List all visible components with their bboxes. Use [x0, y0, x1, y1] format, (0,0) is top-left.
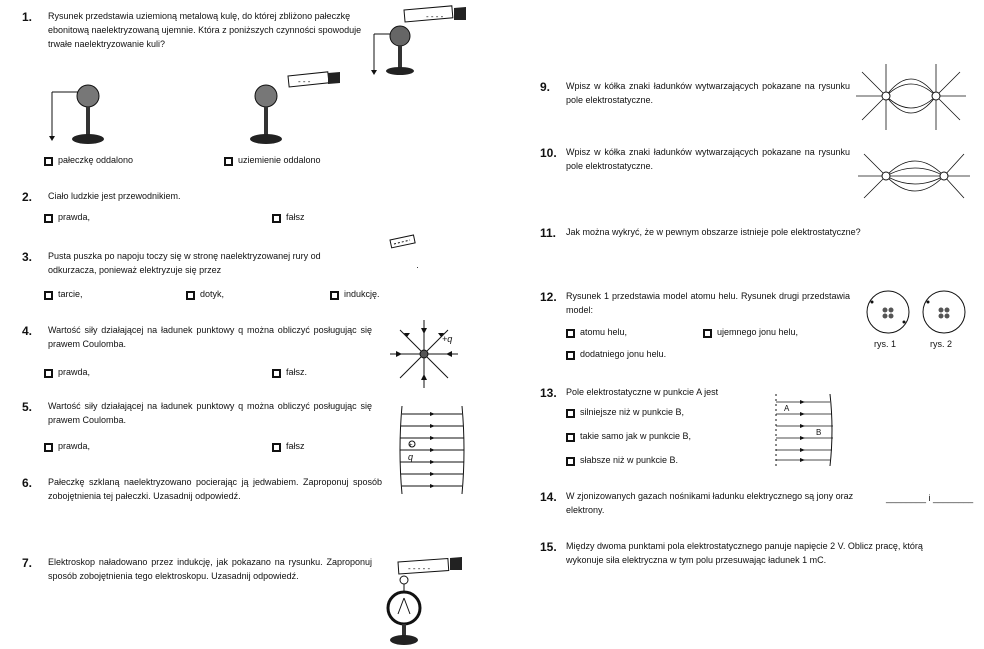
- question-number: 5.: [22, 400, 33, 414]
- q12-option-3[interactable]: [566, 348, 666, 362]
- question-number: 10.: [540, 146, 557, 160]
- option-label: prawda,: [58, 441, 91, 451]
- checkbox[interactable]: [44, 369, 53, 378]
- question-text: Rysunek 1 przedstawia model atomu helu. Rysunek drugi przedstawia model:: [566, 291, 850, 315]
- question-text: Wpisz w kółka znaki ładunków wytwarzających pokazane na rysunku pole elektrostatyczne.: [566, 81, 850, 105]
- question-text: Rysunek przedstawia uziemioną metalową kulę, do której zbliżono pałeczkę ebonitową naelektryzowaną ujemnie. Która z poniższych czynności spowoduje trwałe naelektryzowanie kuli?: [48, 11, 362, 49]
- question-9: [540, 80, 850, 108]
- question-11: [540, 226, 960, 240]
- q3-option-1[interactable]: [44, 288, 83, 302]
- question-text: Ciało ludzkie jest przewodnikiem.: [48, 191, 181, 201]
- checkbox[interactable]: [566, 351, 575, 360]
- question-text: Wartość siły działającej na ładunek punktowy q można obliczyć posługując się prawem Coulomba.: [48, 325, 372, 349]
- q12-option-1[interactable]: [566, 326, 627, 340]
- question-number: 6.: [22, 476, 33, 490]
- fig-charge-label: +q: [442, 334, 453, 344]
- question-number: 7.: [22, 556, 33, 570]
- helium-models-figure: [862, 290, 972, 340]
- question-number: 9.: [540, 80, 551, 94]
- question-14: [540, 490, 870, 518]
- fig-caption-1: rys. 1: [874, 339, 897, 349]
- two-charges-field-figure-9: [856, 62, 966, 132]
- q3-option-3[interactable]: [330, 288, 380, 302]
- question-5: [22, 400, 372, 428]
- question-number: 14.: [540, 490, 557, 504]
- q1-option-1[interactable]: [44, 154, 133, 168]
- question-number: 1.: [22, 10, 33, 24]
- option-label: fałsz.: [286, 367, 308, 377]
- option-label: uziemienie oddalono: [238, 155, 321, 165]
- option-label: tarcie,: [58, 289, 83, 299]
- option-label: słabsze niż w punkcie B.: [580, 455, 679, 465]
- svg-text:·: ·: [416, 262, 419, 272]
- question-number: 3.: [22, 250, 33, 264]
- question-text: Wartość siły działającej na ładunek punktowy q można obliczyć posługując się prawem Coulomba.: [48, 401, 372, 425]
- checkbox[interactable]: [44, 214, 53, 223]
- question-number: 12.: [540, 290, 557, 304]
- sphere-figure-b: [236, 70, 346, 150]
- fig-q-label: q: [408, 452, 414, 462]
- svg-text:- - -: - - -: [298, 77, 311, 86]
- question-13: [540, 386, 780, 400]
- checkbox[interactable]: [566, 409, 575, 418]
- checkbox[interactable]: [566, 433, 575, 442]
- checkbox[interactable]: [44, 291, 53, 300]
- checkbox[interactable]: [224, 157, 233, 166]
- q14-answer-blank[interactable]: ________ i ________: [886, 493, 974, 503]
- q2-option-2[interactable]: [272, 211, 305, 225]
- checkbox[interactable]: [186, 291, 195, 300]
- question-text: Pałeczkę szklaną naelektryzowano pocierając ją jedwabiem. Zaproponuj sposób zobojętnienia tej pałeczki. Uzasadnij odpowiedź.: [48, 477, 382, 501]
- q12-option-2[interactable]: [703, 326, 798, 340]
- question-12: [540, 290, 850, 318]
- checkbox[interactable]: [272, 214, 281, 223]
- option-label: ujemnego jonu helu,: [717, 327, 799, 337]
- svg-text:- - - -: - - - -: [426, 12, 444, 21]
- electroscope-figure: [378, 556, 488, 648]
- option-label: silniejsze niż w punkcie B,: [580, 407, 685, 417]
- question-6: [22, 476, 382, 504]
- grounded-sphere-figure: [366, 4, 476, 84]
- q2-option-1[interactable]: [44, 211, 90, 225]
- question-1: [22, 10, 362, 52]
- question-number: 15.: [540, 540, 557, 554]
- q3-option-2[interactable]: [186, 288, 224, 302]
- point-charge-field-figure: [386, 318, 466, 390]
- q1-option-2[interactable]: [224, 154, 321, 168]
- sphere-figure-a: [40, 80, 120, 150]
- question-text: Między dwoma punktami pola elektrostatycznego panuje napięcie 2 V. Oblicz pracę, którą wykonuje siła elektryczna w tym polu przesuwając ładunek 1 mC.: [566, 541, 923, 565]
- question-3: [22, 250, 357, 278]
- checkbox[interactable]: [272, 369, 281, 378]
- q13-option-1[interactable]: [566, 406, 684, 420]
- option-label: fałsz: [286, 212, 305, 222]
- option-label: dodatniego jonu helu.: [580, 349, 667, 359]
- question-number: 2.: [22, 190, 33, 204]
- fig-plus-label: +: [409, 443, 413, 449]
- q4-option-2[interactable]: [272, 366, 307, 380]
- question-4: [22, 324, 372, 352]
- question-10: [540, 146, 850, 174]
- option-label: takie samo jak w punkcie B,: [580, 431, 692, 441]
- option-label: indukcję.: [344, 289, 380, 299]
- checkbox[interactable]: [566, 329, 575, 338]
- option-label: dotyk,: [200, 289, 225, 299]
- question-2: [22, 190, 362, 204]
- vacuum-pipe-figure: [386, 234, 426, 274]
- svg-text:- - - - -: - - - - -: [408, 564, 431, 573]
- q4-option-1[interactable]: [44, 366, 90, 380]
- q13-option-2[interactable]: [566, 430, 691, 444]
- checkbox[interactable]: [44, 443, 53, 452]
- question-text: Elektroskop naładowano przez indukcję, jak pokazano na rysunku. Zaproponuj sposób zobojętnienia tego elektroskopu. Uzasadnij odpowiedź.: [48, 557, 372, 581]
- option-label: prawda,: [58, 212, 91, 222]
- question-text: Pusta puszka po napoju toczy się w stronę naelektryzowanej rury od odkurzacza, ponieważ elektryzuje się przez: [48, 251, 321, 275]
- uniform-field-figure: [396, 402, 468, 498]
- q5-option-2[interactable]: [272, 440, 305, 454]
- point-a-label: A: [784, 404, 790, 413]
- checkbox[interactable]: [566, 457, 575, 466]
- q13-option-3[interactable]: [566, 454, 678, 468]
- question-number: 13.: [540, 386, 557, 400]
- option-label: pałeczkę oddalono: [58, 155, 134, 165]
- checkbox[interactable]: [272, 443, 281, 452]
- option-label: atomu helu,: [580, 327, 628, 337]
- option-label: prawda,: [58, 367, 91, 377]
- question-number: 11.: [540, 226, 557, 240]
- option-label: fałsz: [286, 441, 305, 451]
- question-7: [22, 556, 372, 584]
- field-lines-ab-figure: [772, 392, 834, 468]
- point-b-label: B: [816, 428, 822, 437]
- question-number: 4.: [22, 324, 33, 338]
- question-text: Wpisz w kółka znaki ładunków wytwarzających pokazane na rysunku pole elektrostatyczne.: [566, 147, 850, 171]
- question-text: W zjonizowanych gazach nośnikami ładunku elektrycznego są jony oraz elektrony.: [566, 491, 854, 515]
- checkbox[interactable]: [703, 329, 712, 338]
- question-text: Jak można wykryć, że w pewnym obszarze istnieje pole elektrostatyczne?: [566, 227, 861, 237]
- question-text: Pole elektrostatyczne w punkcie A jest: [566, 387, 719, 397]
- checkbox[interactable]: [330, 291, 339, 300]
- two-charges-field-figure-10: [856, 140, 972, 212]
- q5-option-1[interactable]: [44, 440, 90, 454]
- fig-caption-2: rys. 2: [930, 339, 953, 349]
- question-15: [540, 540, 960, 568]
- checkbox[interactable]: [44, 157, 53, 166]
